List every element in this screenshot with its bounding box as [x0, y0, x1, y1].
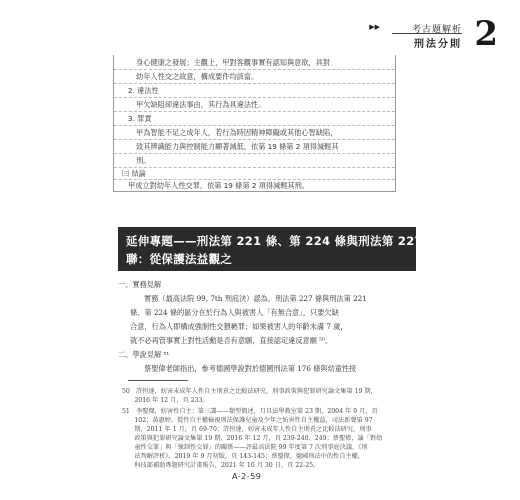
body-line: 蔡聖偉老師指出，參考德國學說對於德國刑法第 176 條與幼童性接	[144, 364, 357, 373]
footnote-line: 法判解評析》，2019 年 9 月初版，頁 143-145；蔡聖偉，德國刑法中的性自主權，	[122, 453, 364, 460]
box-line: ㈢ 結論	[122, 169, 146, 178]
body-line: 就不必再管事實上對性活動是否有意願，直接認定違反意願 ⁵⁰。	[130, 336, 333, 345]
box-line: 甲為智能不足之成年人，若行為時因精神障礙或其他心智缺陷，	[136, 128, 338, 137]
answer-box	[113, 55, 396, 192]
box-row	[114, 153, 395, 168]
box-line: 致其辨識能力與控制能力顯著減低，依第 19 條第 2 項得減輕其	[136, 142, 339, 151]
footnote-line: 51 李聖傑，妨害性自主：第三講——類型簡述，月旦法學教室第 23 期，2004 年 9 月，頁	[122, 408, 378, 415]
section-heading: 一、實務見解	[118, 280, 162, 289]
body-line: 合意，行為人即構成強制性交猥褻罪；如果被害人的年齡未滿 7 歲，	[130, 322, 348, 331]
box-row	[114, 83, 395, 98]
header-divider	[392, 33, 462, 34]
box-line: 2. 違法性	[128, 86, 159, 95]
box-row	[114, 55, 395, 70]
footnote-line: 童性交罪」與「強制性交罪」的關係——評最高法院 99 年度第 7 次刑事庭決議，《刑	[122, 444, 368, 451]
box-line: 甲成立對幼年人性交罪，依第 19 條第 2 項得減輕其刑。	[128, 181, 309, 190]
body-line: 條、第 224 條的區分在於行為人與被害人「有無合意」，只要欠缺	[130, 308, 339, 317]
footnote-line: 期，2011 年 1 月，頁 69-70；許恒達，妨害未成年人性自主刑責之比較法研究，刑事	[122, 426, 372, 433]
extension-topic-banner	[118, 227, 463, 271]
footnote-line: 102；黃惠婷，從性自主權檢視刑法保護兒童及少年之妨害性自主權益，司法新聲第 97	[122, 417, 373, 424]
section-heading: 二、學說見解 ⁵¹	[118, 350, 170, 359]
box-row	[114, 97, 395, 112]
box-row	[114, 111, 395, 126]
box-line: 身心健康之發展；主觀上，甲對客觀事實有認知與意欲，具對	[136, 58, 331, 67]
chapter-header	[348, 14, 498, 56]
page-number: A-2-59	[232, 472, 262, 481]
arrow-icon: ▶▶	[369, 23, 380, 31]
footnote-line: 政策與犯罪研究論文集第 19 期，2016 年 12 月，頁 239-240、249；蔡聖偉，論「對幼	[122, 435, 383, 442]
body-line: 實務（最高法院 99, 7th 刑庭決）認為，刑法第 227 條與刑法第 221	[144, 294, 367, 303]
box-row	[114, 69, 395, 84]
extension-title-line1: 延伸專題——刑法第 221 條、第 224 條與刑法第 227 條之關	[126, 234, 463, 248]
box-line: 3. 罪責	[128, 114, 152, 123]
box-line: 甲欠缺阻卻違法事由，其行為具違法性。	[136, 100, 266, 109]
footnote-divider	[128, 380, 188, 381]
chapter-number: 2	[474, 14, 498, 54]
box-row	[114, 125, 395, 140]
header-tag: 考古題解析	[411, 25, 462, 35]
box-row	[114, 179, 395, 191]
footnote-line: 2016 年 12 月，頁 233。	[122, 397, 209, 404]
footnote-line: 50 許恒達，妨害未成年人性自主刑責之比較法研究，刑事政策與犯罪研究論文集第 19 期，	[122, 388, 377, 395]
header-title: 刑法分則	[414, 39, 462, 50]
box-row	[114, 139, 395, 154]
footnote-line: 科技部補助專題研究計畫報告，2021 年 10 月 30 日，頁 22-25。	[122, 462, 320, 469]
box-line: 幼年人性交之故意，構成要件均該當。	[136, 72, 259, 81]
box-line: 刑。	[136, 156, 151, 165]
extension-title-line2: 聯：從保護法益觀之	[126, 252, 233, 266]
